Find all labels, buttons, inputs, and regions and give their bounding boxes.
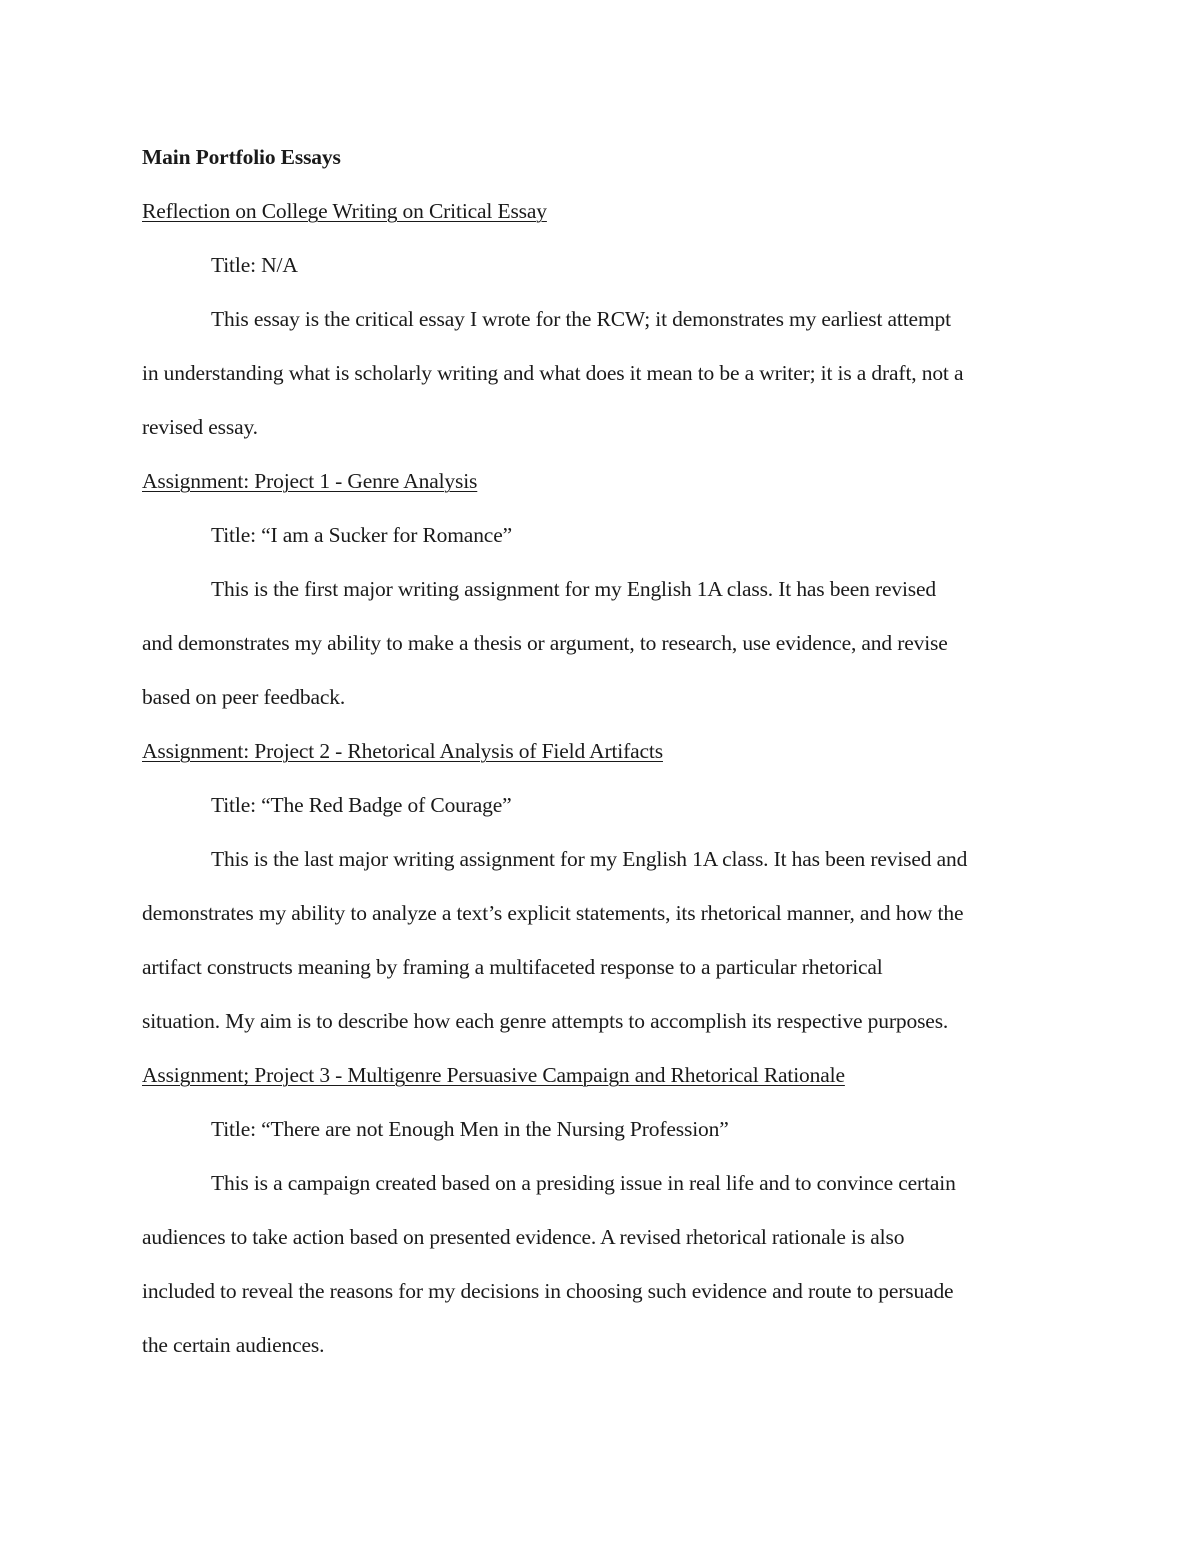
section-description-line: the certain audiences.	[142, 1333, 325, 1357]
section-header-rcw: Reflection on College Writing on Critical Essay	[142, 199, 547, 223]
section-description-line: audiences to take action based on presented evidence. A revised rhetorical rationale is also	[142, 1225, 905, 1249]
section-title-project-2: Title: “The Red Badge of Courage”	[211, 793, 512, 817]
section-description-line: This is the first major writing assignment for my English 1A class. It has been revised	[211, 577, 936, 601]
section-description-line: based on peer feedback.	[142, 685, 346, 709]
section-description-line: artifact constructs meaning by framing a multifaceted response to a particular rhetorical	[142, 955, 883, 979]
section-header-project-1: Assignment: Project 1 - Genre Analysis	[142, 469, 478, 493]
section-description-line: revised essay.	[142, 415, 258, 439]
section-description-line: in understanding what is scholarly writing and what does it mean to be a writer; it is a draft, not a	[142, 361, 964, 385]
section-title-project-1: Title: “I am a Sucker for Romance”	[211, 523, 512, 547]
section-description-line: This is the last major writing assignment for my English 1A class. It has been revised and	[211, 847, 968, 871]
section-description-line: and demonstrates my ability to make a thesis or argument, to research, use evidence, and revise	[142, 631, 948, 655]
section-header-project-2: Assignment: Project 2 - Rhetorical Analysis of Field Artifacts	[142, 739, 663, 763]
section-description-line: included to reveal the reasons for my decisions in choosing such evidence and route to persuade	[142, 1279, 954, 1303]
document-heading: Main Portfolio Essays	[142, 145, 341, 169]
section-description-line: situation. My aim is to describe how each genre attempts to accomplish its respective purposes.	[142, 1009, 949, 1033]
section-title-rcw: Title: N/A	[211, 253, 298, 277]
section-description-line: demonstrates my ability to analyze a text’s explicit statements, its rhetorical manner, and how the	[142, 901, 964, 925]
section-title-project-3: Title: “There are not Enough Men in the Nursing Profession”	[211, 1117, 729, 1141]
section-description-line: This is a campaign created based on a presiding issue in real life and to convince certain	[211, 1171, 956, 1195]
section-header-project-3: Assignment; Project 3 - Multigenre Persuasive Campaign and Rhetorical Rationale	[142, 1063, 845, 1087]
section-description-line: This essay is the critical essay I wrote for the RCW; it demonstrates my earliest attempt	[211, 307, 951, 331]
